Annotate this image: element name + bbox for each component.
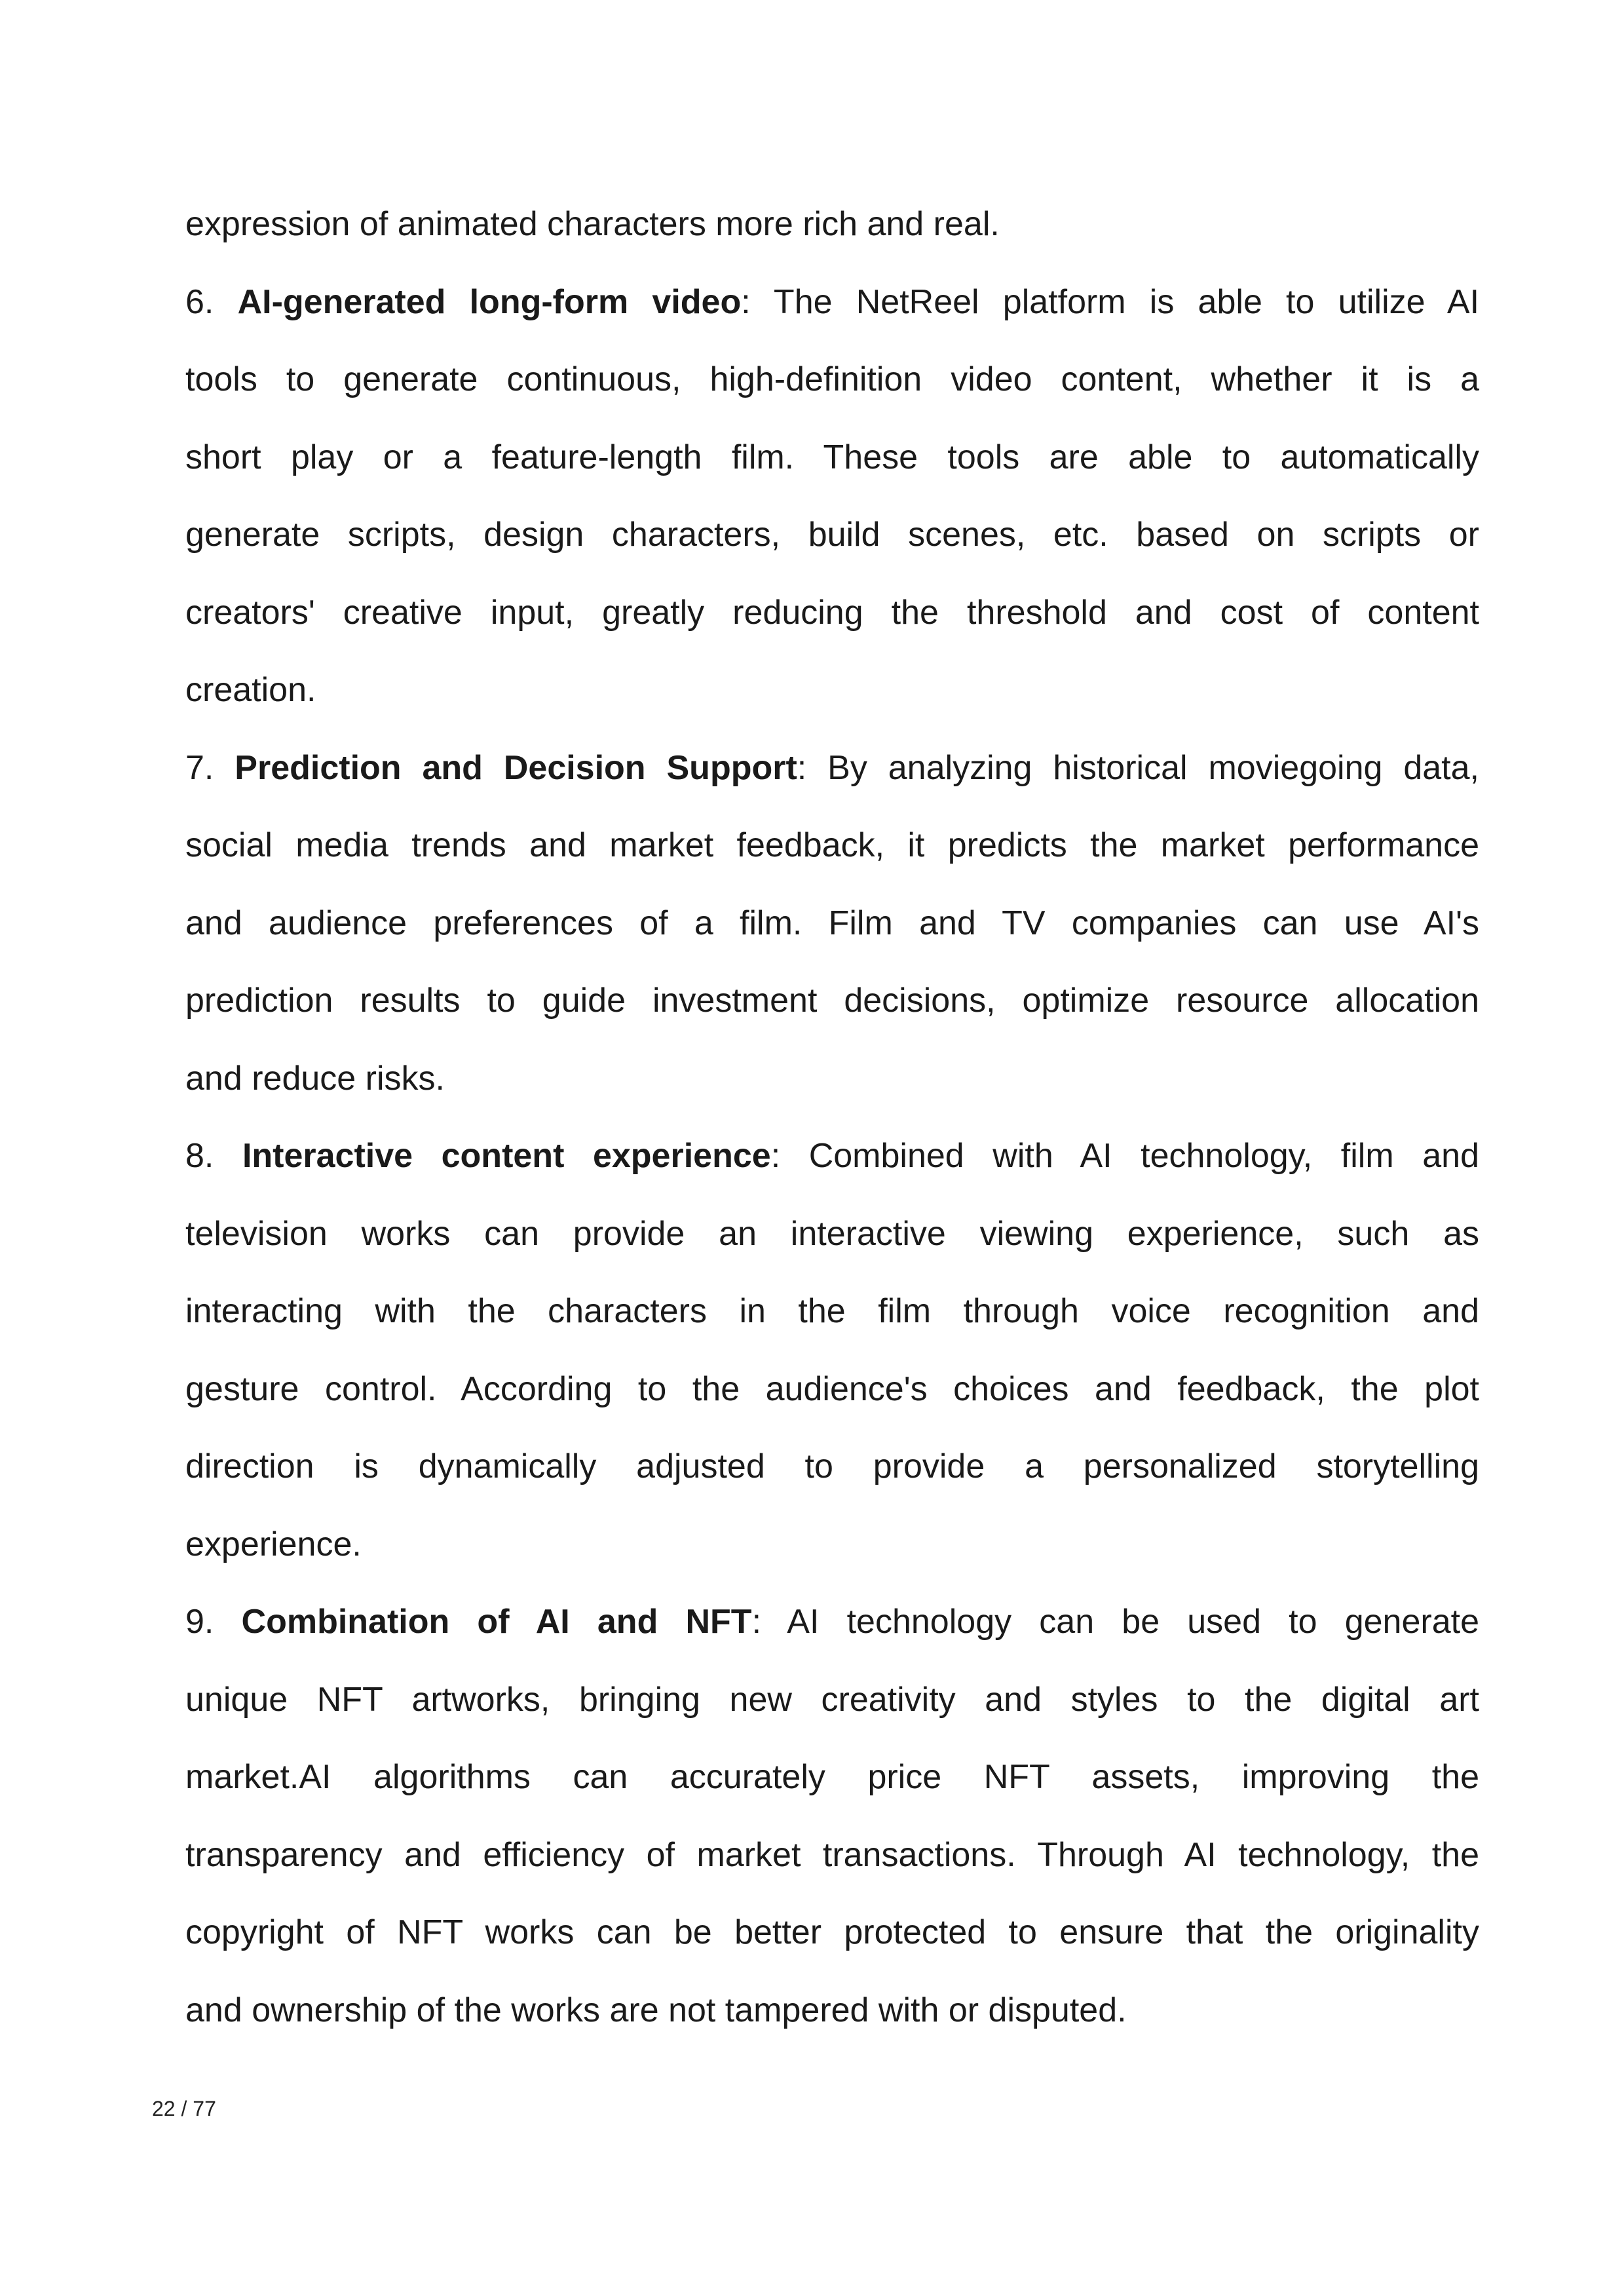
- paragraph-line: generate scripts, design characters, build scenes, etc. based on scripts or: [185, 516, 1479, 554]
- paragraph-line: and audience preferences of a film. Film and TV companies can use AI's: [185, 904, 1479, 942]
- paragraph-line: prediction results to guide investment decisions, optimize resource allocation: [185, 982, 1479, 1020]
- paragraph-line: transparency and efficiency of market transactions. Through AI technology, the: [185, 1835, 1479, 1874]
- list-item-9-heading-line: [185, 1583, 1479, 1661]
- list-item-title: Combination of AI and NFT: [241, 1603, 752, 1641]
- paragraph-line: creators' creative input, greatly reducing the threshold and cost of content: [185, 593, 1479, 632]
- paragraph-line: copyright of NFT works can be better protected to ensure that the originality: [185, 1913, 1479, 1951]
- paragraph-line: tools to generate continuous, high-definition video content, whether it is a: [185, 360, 1479, 398]
- list-item-text: : By analyzing historical moviegoing data,: [797, 748, 1479, 787]
- paragraph-line: market.AI algorithms can accurately price NFT assets, improving the: [185, 1758, 1479, 1796]
- paragraph-line: direction is dynamically adjusted to provide a personalized storytelling: [185, 1447, 1479, 1485]
- list-number: 7.: [185, 748, 214, 787]
- paragraph-line: short play or a feature-length film. These tools are able to automatically: [185, 438, 1479, 476]
- list-number: 8.: [185, 1137, 214, 1175]
- list-item-8-heading-line: [185, 1117, 1479, 1195]
- list-item-text: : Combined with AI technology, film and: [770, 1137, 1479, 1175]
- list-number: 6.: [185, 282, 214, 321]
- list-item-text: : AI technology can be used to generate: [751, 1603, 1479, 1641]
- paragraph-line: expression of animated characters more rich and real.: [185, 205, 1000, 243]
- list-item-title: Interactive content experience: [242, 1137, 771, 1175]
- document-body: [185, 185, 1479, 2049]
- paragraph-line: and ownership of the works are not tampered with or disputed.: [185, 1991, 1127, 2029]
- paragraph-line: interacting with the characters in the film through voice recognition and: [185, 1292, 1479, 1330]
- paragraph-line: social media trends and market feedback, it predicts the market performance: [185, 826, 1479, 864]
- list-item-6-heading-line: [185, 263, 1479, 341]
- list-item-title: AI-generated long-form video: [237, 282, 742, 321]
- paragraph-line: unique NFT artworks, bringing new creativity and styles to the digital art: [185, 1680, 1479, 1719]
- page-number: 22 / 77: [152, 2097, 216, 2120]
- list-item-title: Prediction and Decision Support: [235, 748, 797, 787]
- paragraph-line: creation.: [185, 671, 316, 709]
- list-item-7-heading-line: [185, 729, 1479, 807]
- list-item-text: : The NetReel platform is able to utilize AI: [741, 282, 1480, 321]
- paragraph-line: experience.: [185, 1525, 362, 1563]
- list-number: 9.: [185, 1603, 214, 1641]
- paragraph-line: television works can provide an interactive viewing experience, such as: [185, 1214, 1479, 1253]
- paragraph-line: and reduce risks.: [185, 1059, 445, 1098]
- paragraph-line: gesture control. According to the audience's choices and feedback, the plot: [185, 1369, 1479, 1408]
